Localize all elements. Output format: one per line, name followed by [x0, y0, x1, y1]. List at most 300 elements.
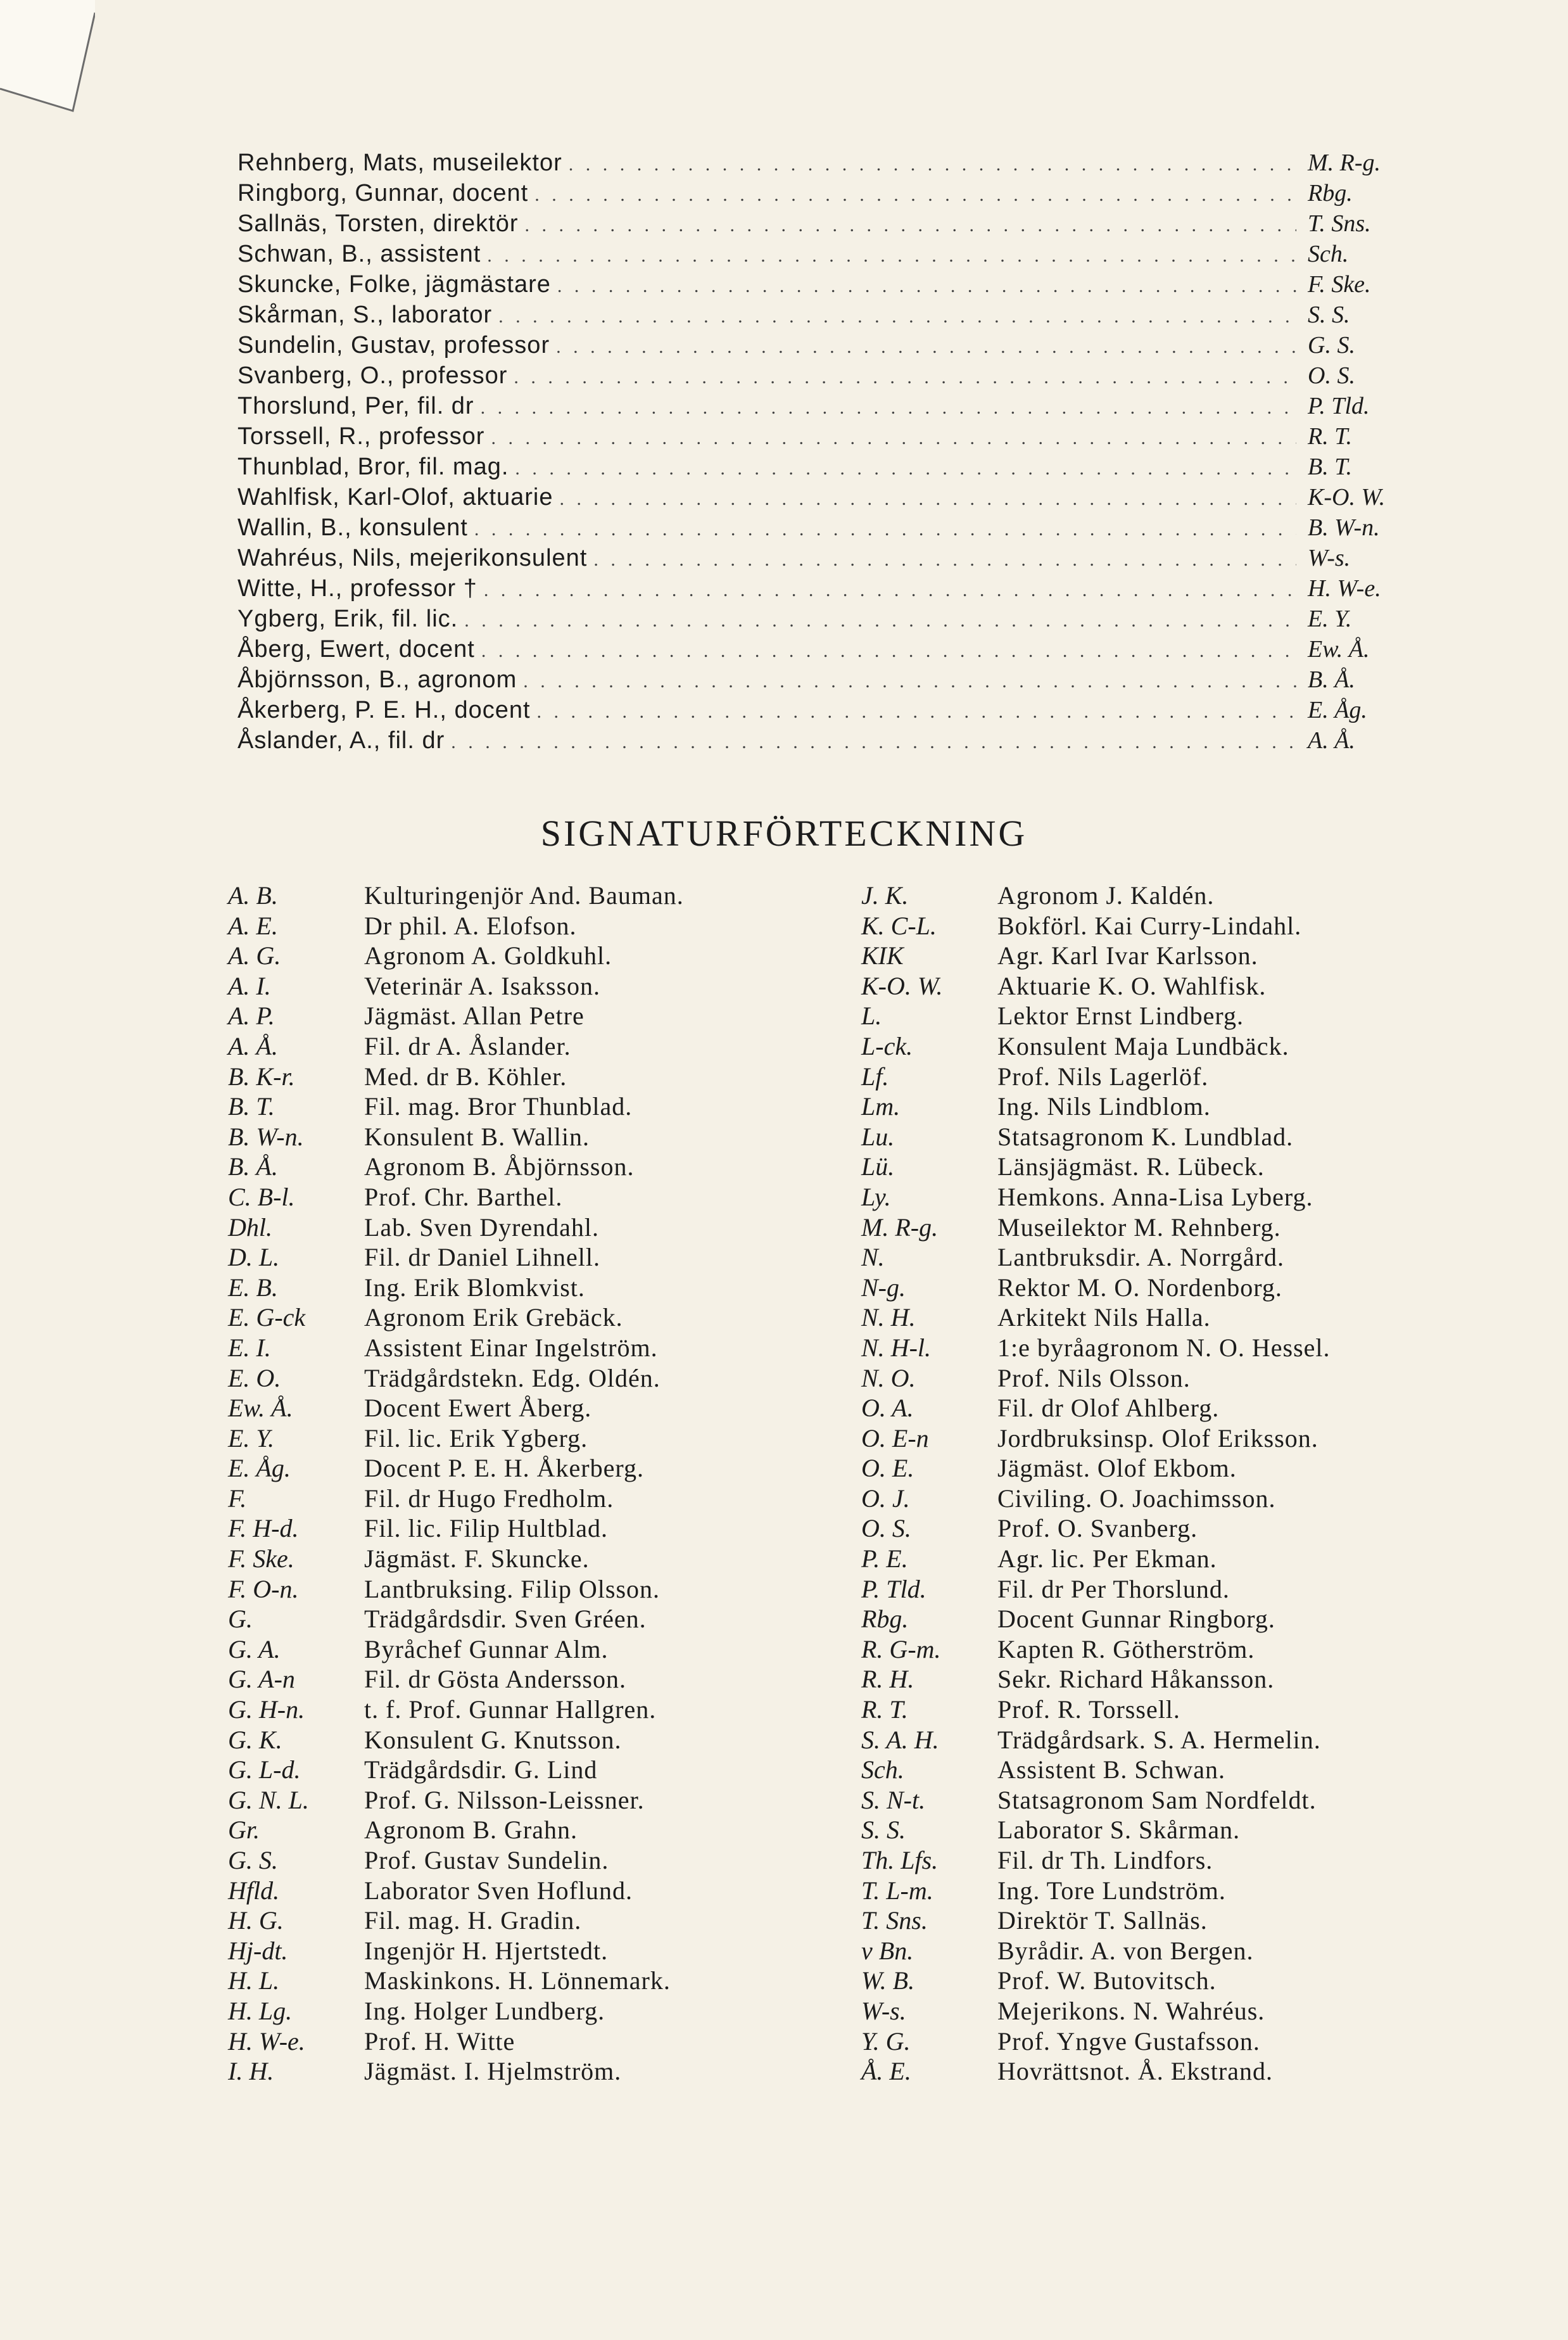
person-entry: Skuncke, Folke, jägmästare [237, 271, 551, 298]
signature-abbreviation: N. H. [861, 1303, 916, 1332]
signature-full-name: Agronom B. Grahn. [364, 1815, 578, 1845]
signature-abbreviation: B. W-n. [1308, 514, 1380, 541]
list-item [237, 514, 1434, 544]
list-item [237, 149, 1434, 179]
signature-full-name: Assistent B. Schwan. [997, 1755, 1225, 1784]
signature-abbreviation: N. H-l. [861, 1333, 931, 1362]
signature-full-name: Lantbruksdir. A. Norrgård. [997, 1243, 1284, 1272]
person-entry: Wallin, B., konsulent [237, 514, 468, 541]
signature-abbreviation: T. L-m. [861, 1876, 933, 1905]
person-entry: Åberg, Ewert, docent [237, 636, 475, 663]
signature-full-name: Hovrättsnot. Å. Ekstrand. [997, 2057, 1273, 2086]
dot-leader [557, 276, 1296, 297]
signature-abbreviation: S. A. H. [861, 1725, 939, 1754]
signature-abbreviation: Hj-dt. [228, 1936, 288, 1965]
signature-abbreviation: A. Å. [1308, 727, 1355, 754]
signature-full-name: Konsulent Maja Lundbäck. [997, 1031, 1289, 1060]
signature-full-name: Statsagronom K. Lundblad. [997, 1122, 1294, 1151]
list-item [228, 1905, 684, 1936]
signature-full-name: Statsagronom Sam Nordfeldt. [997, 1785, 1317, 1814]
signature-abbreviation: E. G-ck [228, 1303, 306, 1332]
list-item [861, 1513, 1331, 1544]
list-item [861, 1182, 1331, 1212]
list-item [861, 911, 1331, 941]
list-item [861, 1453, 1331, 1484]
list-item [228, 881, 684, 911]
list-item [861, 1936, 1331, 1966]
list-item [861, 1363, 1331, 1394]
person-entry: Åslander, A., fil. dr [237, 727, 445, 754]
list-item [861, 1725, 1331, 1755]
signature-abbreviation: Lu. [861, 1122, 895, 1151]
signature-full-name: Docent P. E. H. Åkerberg. [364, 1454, 644, 1483]
list-item [861, 1333, 1331, 1363]
dot-leader [534, 184, 1296, 206]
signature-full-name: Civiling. O. Joachimsson. [997, 1484, 1276, 1513]
signature-full-name: Agronom A. Goldkuhl. [364, 941, 612, 970]
dot-leader [560, 488, 1296, 510]
list-item [228, 1212, 684, 1243]
signature-full-name: Veterinär A. Isaksson. [364, 971, 601, 1000]
list-item [861, 1152, 1331, 1182]
dot-leader [481, 640, 1296, 662]
signature-full-name: Konsulent B. Wallin. [364, 1122, 590, 1151]
list-item [237, 483, 1434, 514]
signature-abbreviation: KIK [861, 941, 904, 970]
signature-full-name: Prof. R. Torssell. [997, 1695, 1180, 1724]
list-item [228, 2056, 684, 2087]
dot-leader [537, 701, 1296, 723]
dot-leader [514, 367, 1296, 388]
list-item [861, 941, 1331, 971]
dot-leader [481, 397, 1296, 419]
signature-full-name: Aktuarie K. O. Wahlfisk. [997, 971, 1267, 1000]
signature-abbreviation: J. K. [861, 881, 909, 910]
signature-abbreviation: Rbg. [861, 1605, 909, 1634]
signature-abbreviation: G. A. [228, 1634, 281, 1663]
list-item [228, 911, 684, 941]
signature-abbreviation: Lü. [861, 1152, 895, 1181]
list-item [237, 696, 1434, 727]
signature-abbreviation: L-ck. [861, 1031, 913, 1060]
signature-abbreviation: P. E. [861, 1544, 908, 1574]
signature-abbreviation: O. E-n [861, 1423, 929, 1453]
signature-abbreviation: B. T. [1308, 454, 1353, 480]
signature-full-name: Fil. mag. H. Gradin. [364, 1906, 582, 1935]
list-item [237, 423, 1434, 453]
signature-abbreviation: Dhl. [228, 1212, 272, 1242]
list-item [228, 1031, 684, 1062]
signature-full-name: Fil. mag. Bror Thunblad. [364, 1092, 633, 1121]
list-item [861, 1634, 1331, 1665]
signature-column-right [861, 881, 1331, 2087]
signature-abbreviation: E. Y. [1308, 606, 1352, 632]
signature-abbreviation: D. L. [228, 1243, 280, 1272]
signature-full-name: Prof. Nils Olsson. [997, 1363, 1191, 1392]
signature-abbreviation: B. Å. [228, 1152, 278, 1181]
list-item [861, 1544, 1331, 1574]
list-item [861, 1212, 1331, 1243]
signature-abbreviation: O. A. [861, 1394, 914, 1423]
signature-abbreviation: F. Ske. [228, 1544, 294, 1574]
list-item [228, 1876, 684, 1906]
signature-abbreviation: Hfld. [228, 1876, 280, 1905]
list-item [228, 1062, 684, 1092]
signature-full-name: Prof. Gustav Sundelin. [364, 1846, 609, 1874]
list-item [228, 1513, 684, 1544]
list-item [237, 666, 1434, 696]
list-item [861, 1604, 1331, 1634]
list-item [237, 331, 1434, 362]
signature-abbreviation: G. S. [228, 1846, 278, 1874]
signature-full-name: Byråchef Gunnar Alm. [364, 1634, 609, 1663]
signature-full-name: Mejerikons. N. Wahréus. [997, 1996, 1265, 2025]
signature-abbreviation: Th. Lfs. [861, 1846, 939, 1874]
signature-abbreviation: M. R-g. [861, 1212, 939, 1242]
signature-abbreviation: Lm. [861, 1092, 901, 1121]
list-item [861, 1755, 1331, 1785]
signature-abbreviation: F. [228, 1484, 247, 1513]
signature-abbreviation: A. G. [228, 941, 281, 970]
signature-abbreviation: v Bn. [861, 1936, 914, 1965]
signature-full-name: Assistent Einar Ingelström. [364, 1333, 658, 1362]
list-item [228, 1755, 684, 1785]
list-item [237, 453, 1434, 483]
signature-full-name: Laborator Sven Hoflund. [364, 1876, 633, 1905]
dot-leader [515, 458, 1296, 480]
signature-abbreviation: E. B. [228, 1273, 278, 1302]
signature-abbreviation: G. H-n. [228, 1695, 305, 1724]
list-item [228, 1333, 684, 1363]
signature-full-name: Fil. lic. Filip Hultblad. [364, 1514, 609, 1543]
list-item [228, 1453, 684, 1484]
signature-abbreviation: Ew. Å. [228, 1394, 293, 1423]
list-item [237, 179, 1434, 210]
list-item [861, 1845, 1331, 1876]
list-item [228, 1242, 684, 1273]
signature-abbreviation: G. [228, 1605, 253, 1634]
signature-abbreviation: B. T. [228, 1092, 275, 1121]
signature-abbreviation: H. L. [228, 1966, 280, 1995]
signature-abbreviation: Y. G. [861, 2026, 911, 2056]
list-item [861, 1785, 1331, 1815]
signature-full-name: Dr phil. A. Elofson. [364, 911, 577, 940]
list-item [861, 1876, 1331, 1906]
signature-abbreviation: S. S. [861, 1815, 906, 1845]
person-entry: Thunblad, Bror, fil. mag. [237, 454, 509, 480]
signature-abbreviation: P. Tld. [861, 1574, 926, 1603]
signature-abbreviation: B. Å. [1308, 666, 1355, 693]
page-title: SIGNATURFÖRTECKNING [540, 813, 1028, 854]
signature-full-name: Jägmäst. Olof Ekbom. [997, 1454, 1237, 1483]
list-item [861, 1966, 1331, 1996]
signature-abbreviation: G. A-n [228, 1665, 295, 1694]
signature-full-name: Arkitekt Nils Halla. [997, 1303, 1211, 1332]
signature-abbreviation: F. O-n. [228, 1574, 299, 1603]
list-item [228, 941, 684, 971]
signature-abbreviation: R. T. [861, 1695, 908, 1724]
signature-abbreviation: G. N. L. [228, 1785, 309, 1814]
list-item [861, 971, 1331, 1001]
signature-abbreviation: F. Ske. [1308, 271, 1371, 298]
list-item [237, 210, 1434, 240]
signature-full-name: Docent Gunnar Ringborg. [997, 1605, 1275, 1634]
signature-full-name: Fil. dr Th. Lindfors. [997, 1846, 1213, 1874]
signature-abbreviation: A. E. [228, 911, 278, 940]
signature-full-name: Ing. Tore Lundström. [997, 1876, 1226, 1905]
signature-abbreviation: Rbg. [1308, 180, 1353, 207]
signature-abbreviation: A. I. [228, 971, 271, 1000]
list-item [228, 1695, 684, 1725]
signature-full-name: Lantbruksing. Filip Olsson. [364, 1574, 661, 1603]
signature-full-name: Docent Ewert Åberg. [364, 1394, 592, 1423]
dot-leader [498, 306, 1296, 327]
signature-full-name: Ingenjör H. Hjertstedt. [364, 1936, 609, 1965]
person-entry: Svanberg, O., professor [237, 362, 508, 389]
list-item [861, 1001, 1331, 1031]
person-entry: Ygberg, Erik, fil. lic. [237, 606, 458, 632]
signature-full-name: Agronom B. Åbjörnsson. [364, 1152, 635, 1181]
signature-full-name: Lab. Sven Dyrendahl. [364, 1212, 600, 1242]
signature-full-name: 1:e byråagronom N. O. Hessel. [997, 1333, 1331, 1362]
person-entry: Sallnäs, Torsten, direktör [237, 210, 519, 237]
signature-full-name: Länsjägmäst. R. Lübeck. [997, 1152, 1265, 1181]
signature-full-name: Maskinkons. H. Lönnemark. [364, 1966, 671, 1995]
list-item [228, 1574, 684, 1605]
list-item [861, 1302, 1331, 1333]
signature-abbreviation: P. Tld. [1308, 393, 1370, 419]
list-item [228, 1484, 684, 1514]
list-item [861, 1062, 1331, 1092]
signature-full-name: Fil. lic. Erik Ygberg. [364, 1423, 588, 1453]
signature-full-name: Hemkons. Anna-Lisa Lyberg. [997, 1182, 1313, 1211]
signature-abbreviation: N. O. [861, 1363, 916, 1392]
list-item [861, 881, 1331, 911]
list-item [228, 1634, 684, 1665]
person-entry: Ringborg, Gunnar, docent [237, 180, 529, 207]
list-item [861, 1242, 1331, 1273]
dot-leader [593, 549, 1296, 571]
dot-leader [487, 245, 1296, 267]
signature-full-name: Fil. dr Gösta Andersson. [364, 1665, 626, 1694]
signature-full-name: Ing. Erik Blomkvist. [364, 1273, 585, 1302]
signature-abbreviation: F. H-d. [228, 1514, 299, 1543]
list-item [861, 2026, 1331, 2057]
signature-abbreviation: Ly. [861, 1182, 891, 1211]
signature-full-name: Agr. lic. Per Ekman. [997, 1544, 1217, 1574]
signature-full-name: Prof. O. Svanberg. [997, 1514, 1198, 1543]
signature-full-name: Kulturingenjör And. Bauman. [364, 881, 684, 910]
list-item [861, 1091, 1331, 1122]
signature-abbreviation: E. Åg. [1308, 697, 1367, 723]
list-item [228, 1393, 684, 1423]
dot-leader [491, 428, 1296, 449]
signature-abbreviation: R. T. [1308, 423, 1353, 450]
signature-full-name: Fil. dr Hugo Fredholm. [364, 1484, 614, 1513]
list-item [237, 301, 1434, 331]
list-item [237, 544, 1434, 575]
person-entry: Torssell, R., professor [237, 423, 485, 450]
signature-abbreviation: H. Lg. [228, 1996, 293, 2025]
list-item [228, 1936, 684, 1966]
dot-leader [523, 671, 1296, 692]
signature-abbreviation: Ew. Å. [1308, 636, 1370, 663]
signature-full-name: Agronom J. Kaldén. [997, 881, 1215, 910]
signature-abbreviation: Sch. [861, 1755, 904, 1784]
list-item [228, 1091, 684, 1122]
signature-full-name: Prof. W. Butovitsch. [997, 1966, 1217, 1995]
signature-full-name: Direktör T. Sallnäs. [997, 1906, 1208, 1935]
signature-abbreviation: A. P. [228, 1001, 275, 1031]
signature-abbreviation: R. H. [861, 1665, 914, 1694]
list-item [861, 1393, 1331, 1423]
signature-abbreviation: A. Å. [228, 1031, 278, 1060]
list-item [237, 575, 1434, 605]
signature-abbreviation: O. E. [861, 1454, 914, 1483]
upper-name-list [237, 149, 1434, 757]
list-item [228, 1785, 684, 1815]
signature-column-left [228, 881, 684, 2087]
list-item [228, 1363, 684, 1394]
signature-abbreviation: M. R-g. [1308, 149, 1381, 176]
list-item [228, 2026, 684, 2057]
signature-abbreviation: Sch. [1308, 241, 1349, 267]
list-item [861, 1695, 1331, 1725]
list-item [228, 1152, 684, 1182]
signature-full-name: Lektor Ernst Lindberg. [997, 1001, 1244, 1031]
signature-full-name: Trädgårdsdir. Sven Gréen. [364, 1605, 647, 1634]
dot-leader [525, 215, 1297, 236]
signature-abbreviation: S. N-t. [861, 1785, 926, 1814]
signature-abbreviation: K-O. W. [1308, 484, 1386, 511]
signature-full-name: Ing. Holger Lundberg. [364, 1996, 605, 2025]
list-item [237, 362, 1434, 392]
signature-abbreviation: O. S. [861, 1514, 911, 1543]
signature-abbreviation: Gr. [228, 1815, 260, 1845]
list-item [861, 1273, 1331, 1303]
list-item [237, 392, 1434, 423]
signature-abbreviation: G. L-d. [228, 1755, 301, 1784]
list-item [228, 1815, 684, 1845]
signature-full-name: Jordbruksinsp. Olof Eriksson. [997, 1423, 1318, 1453]
list-item [861, 1122, 1331, 1152]
list-item [861, 1484, 1331, 1514]
signature-full-name: Agronom Erik Grebäck. [364, 1303, 623, 1332]
list-item [228, 1725, 684, 1755]
signature-abbreviation: E. Y. [228, 1423, 275, 1453]
signature-full-name: Konsulent G. Knutsson. [364, 1725, 622, 1754]
signature-full-name: Fil. dr Per Thorslund. [997, 1574, 1230, 1603]
signature-abbreviation: G. S. [1308, 332, 1355, 359]
signature-abbreviation: S. S. [1308, 302, 1350, 328]
list-item [228, 1001, 684, 1031]
signature-full-name: Trädgårdsark. S. A. Hermelin. [997, 1725, 1321, 1754]
signature-full-name: Ing. Nils Lindblom. [997, 1092, 1211, 1121]
list-item [861, 1423, 1331, 1454]
signature-abbreviation: C. B-l. [228, 1182, 295, 1211]
signature-abbreviation: B. K-r. [228, 1062, 295, 1091]
dot-leader [556, 336, 1296, 358]
dot-leader [474, 519, 1296, 540]
list-item [861, 2056, 1331, 2087]
list-item [237, 605, 1434, 635]
signature-abbreviation: I. H. [228, 2057, 274, 2086]
signature-full-name: Jägmäst. I. Hjelmström. [364, 2057, 622, 2086]
list-item [228, 1273, 684, 1303]
person-entry: Åkerberg, P. E. H., docent [237, 697, 531, 723]
signature-full-name: Agr. Karl Ivar Karlsson. [997, 941, 1258, 970]
list-item [861, 1574, 1331, 1605]
signature-full-name: Jägmäst. F. Skuncke. [364, 1544, 590, 1574]
list-item [228, 1182, 684, 1212]
signature-full-name: Prof. Chr. Barthel. [364, 1182, 563, 1211]
signature-full-name: t. f. Prof. Gunnar Hallgren. [364, 1695, 657, 1724]
signature-full-name: Trädgårdsdir. G. Lind [364, 1755, 598, 1784]
signature-abbreviation: E. Åg. [228, 1454, 291, 1483]
list-item [237, 727, 1434, 757]
signature-abbreviation: L. [861, 1001, 882, 1031]
list-item [228, 1302, 684, 1333]
signature-full-name: Museilektor M. Rehnberg. [997, 1212, 1281, 1242]
signature-full-name: Kapten R. Götherström. [997, 1634, 1255, 1663]
list-item [237, 270, 1434, 301]
signature-full-name: Fil. dr Olof Ahlberg. [997, 1394, 1220, 1423]
list-item [228, 971, 684, 1001]
list-item [228, 1845, 684, 1876]
list-item [861, 1664, 1331, 1695]
signature-abbreviation: W-s. [861, 1996, 906, 2025]
folded-corner [0, 0, 95, 114]
list-item [228, 1604, 684, 1634]
list-item [228, 1122, 684, 1152]
signature-abbreviation: W-s. [1308, 545, 1351, 571]
list-item [861, 1905, 1331, 1936]
person-entry: Wahréus, Nils, mejerikonsulent [237, 545, 588, 571]
list-item [228, 1544, 684, 1574]
list-item [228, 1996, 684, 2026]
signature-full-name: Trädgårdstekn. Edg. Oldén. [364, 1363, 661, 1392]
signature-full-name: Fil. dr A. Åslander. [364, 1031, 571, 1060]
list-item [228, 1423, 684, 1454]
signature-abbreviation: H. W-e. [228, 2026, 305, 2056]
signature-abbreviation: E. O. [228, 1363, 281, 1392]
dot-leader [569, 154, 1296, 175]
signature-full-name: Prof. Nils Lagerlöf. [997, 1062, 1209, 1091]
person-entry: Wahlfisk, Karl-Olof, aktuarie [237, 484, 553, 511]
signature-abbreviation: W. B. [861, 1966, 915, 1995]
signature-abbreviation: E. I. [228, 1333, 271, 1362]
signature-full-name: Prof. G. Nilsson-Leissner. [364, 1785, 645, 1814]
signature-abbreviation: H. G. [228, 1906, 284, 1935]
signature-full-name: Prof. Yngve Gustafsson. [997, 2026, 1260, 2056]
list-item [861, 1031, 1331, 1062]
signature-abbreviation: N-g. [861, 1273, 906, 1302]
dot-leader [464, 610, 1296, 632]
signature-full-name: Bokförl. Kai Curry-Lindahl. [997, 911, 1302, 940]
signature-full-name: Med. dr B. Köhler. [364, 1062, 567, 1091]
signature-full-name: Sekr. Richard Håkansson. [997, 1665, 1275, 1694]
signature-abbreviation: K. C-L. [861, 911, 937, 940]
person-entry: Åbjörnsson, B., agronom [237, 666, 517, 693]
signature-abbreviation: A. B. [228, 881, 278, 910]
person-entry: Witte, H., professor † [237, 575, 477, 602]
person-entry: Sundelin, Gustav, professor [237, 332, 550, 359]
signature-abbreviation: T. Sns. [1308, 210, 1371, 237]
person-entry: Schwan, B., assistent [237, 241, 481, 267]
person-entry: Skårman, S., laborator [237, 302, 493, 328]
list-item [861, 1815, 1331, 1845]
signature-abbreviation: Å. E. [861, 2057, 911, 2086]
